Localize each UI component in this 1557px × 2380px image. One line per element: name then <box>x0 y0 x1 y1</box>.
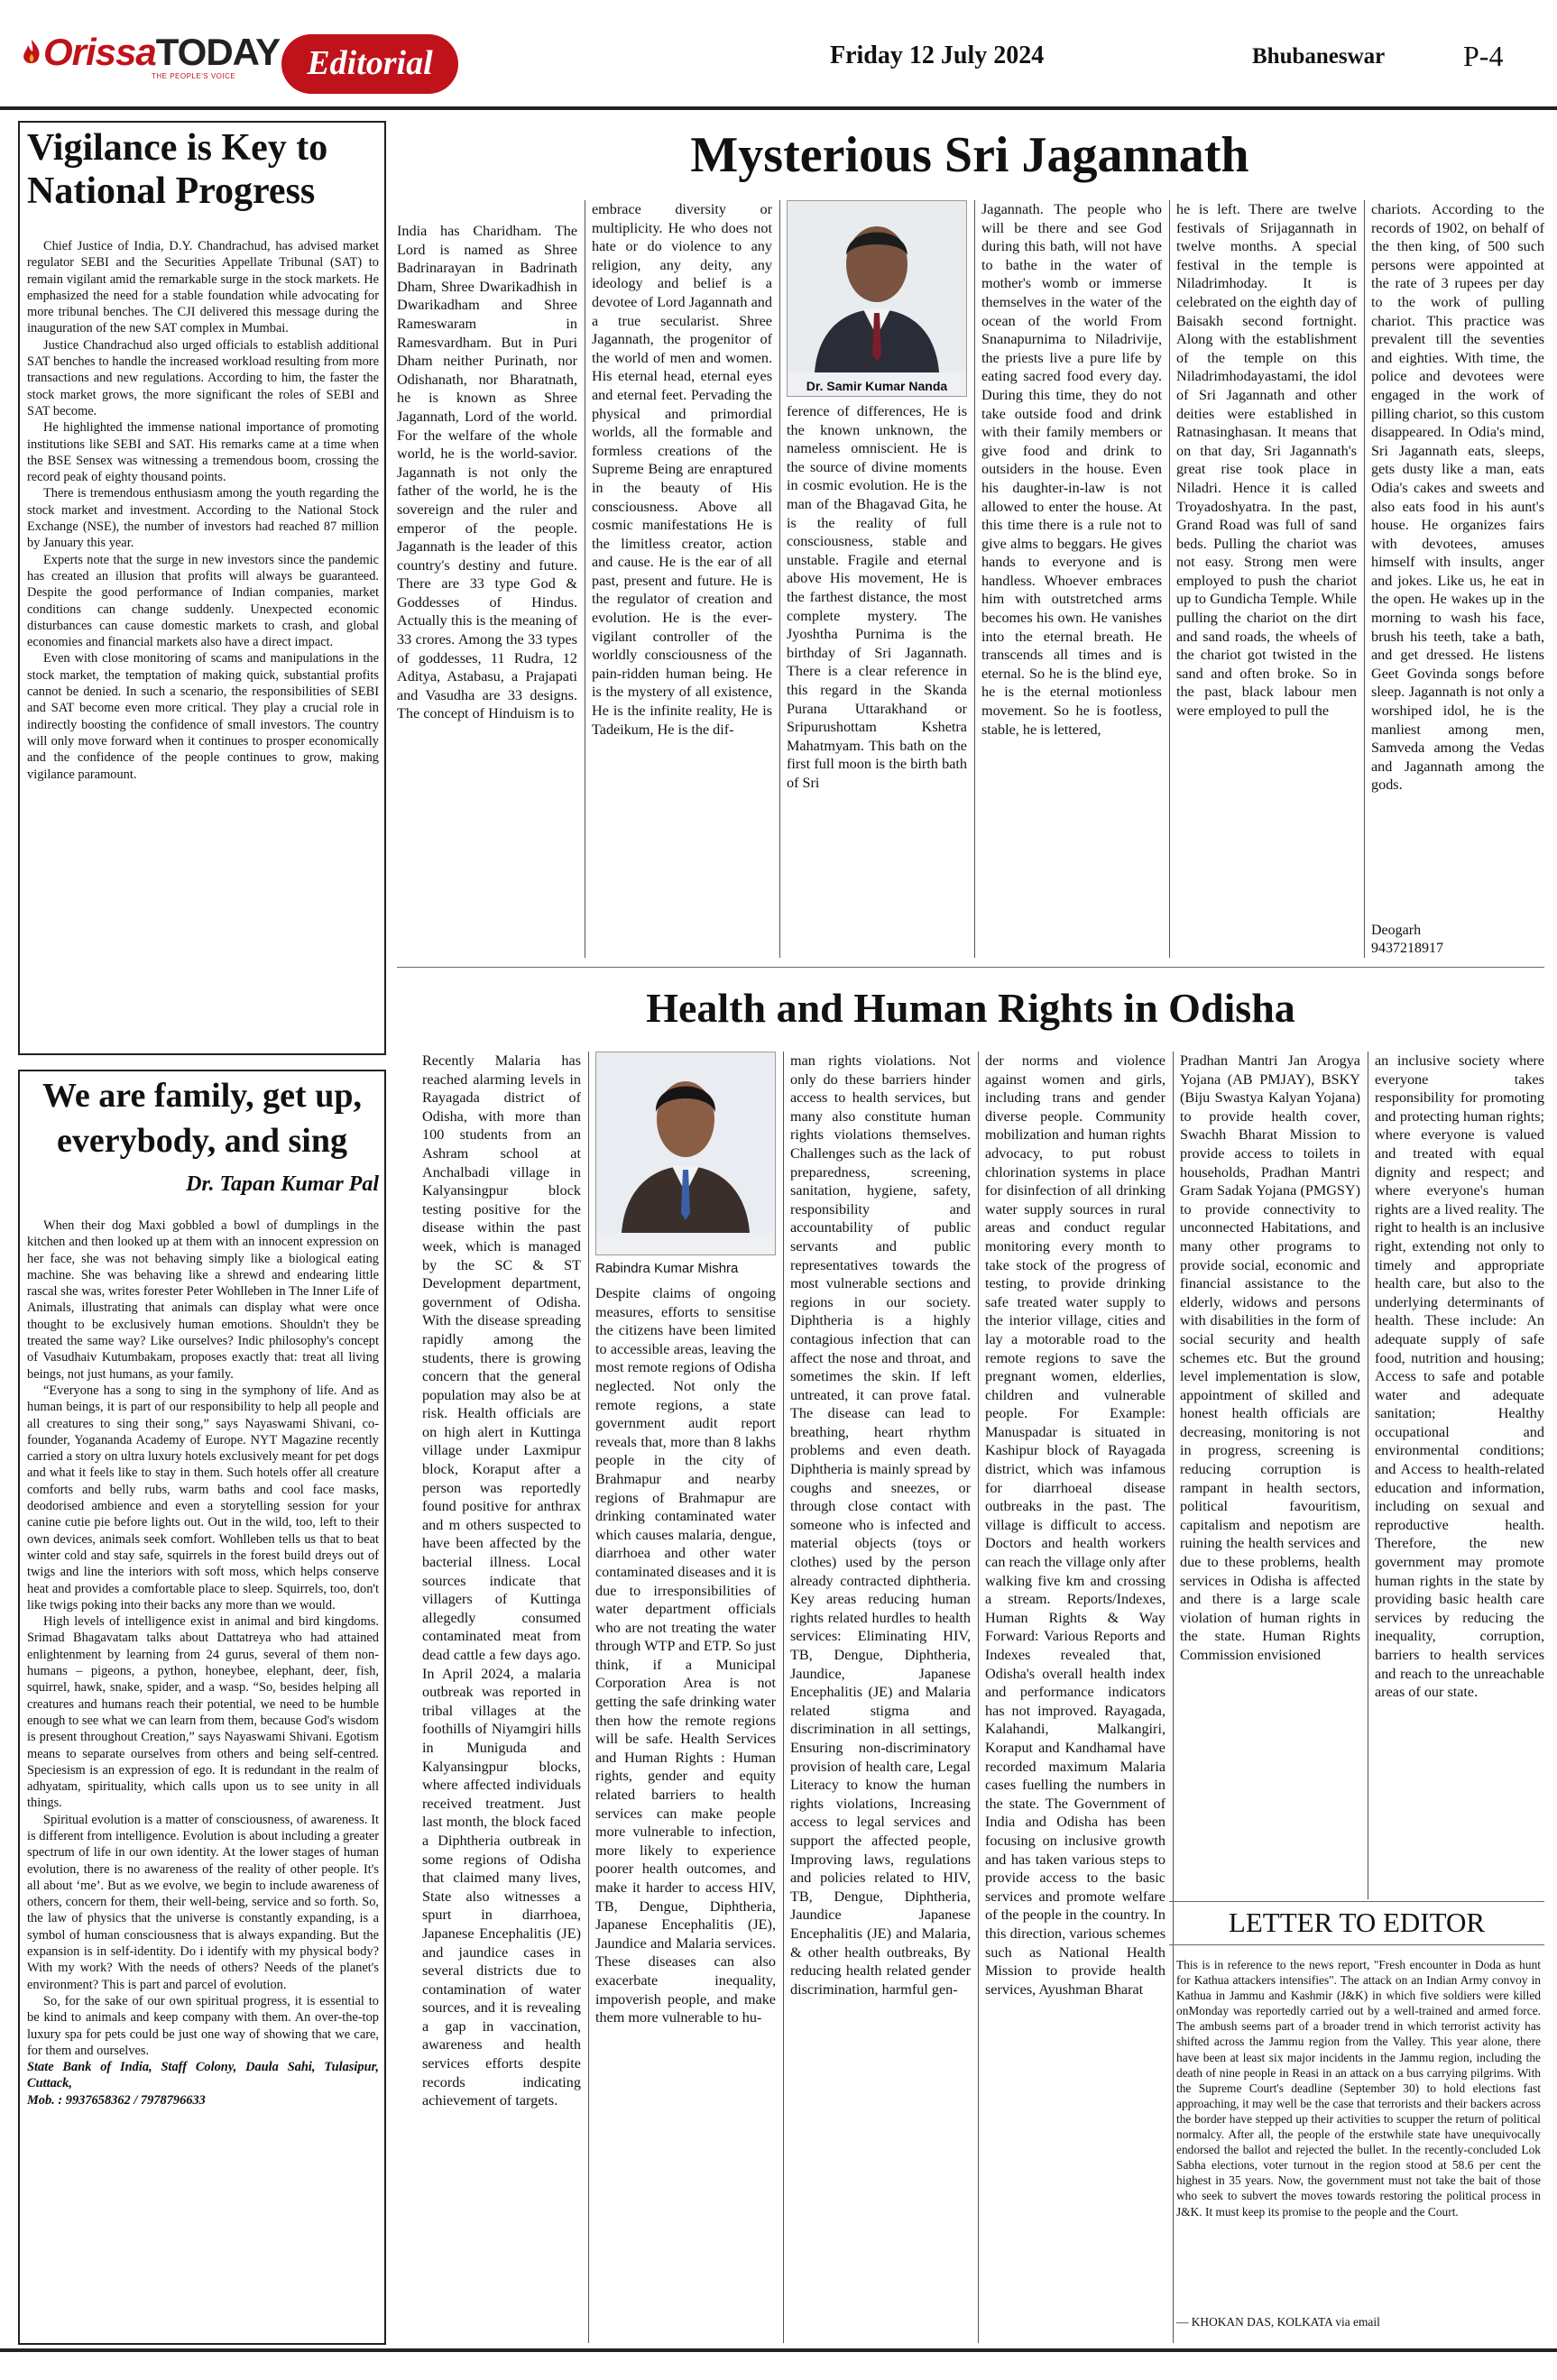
vigilance-body <box>27 238 379 1050</box>
masthead-rule <box>0 106 1557 110</box>
letter-signature: — KHOKAN DAS, KOLKATA via email <box>1176 2315 1380 2329</box>
portrait-photo <box>596 1052 775 1233</box>
author-caption-nanda: Dr. Samir Kumar Nanda <box>806 379 948 393</box>
jagannath-sign-place: Deogarh <box>1371 923 1422 938</box>
vigilance-para: There is tremendous enthusiasm among the youth regarding the stock market and investment. According to the National Stock Exchange (NSE), the number of investors had reached 87 million by January this year. <box>27 486 379 551</box>
column-rule <box>974 200 975 958</box>
vigilance-para: Chief Justice of India, D.Y. Chandrachud, has advised market regulator SEBI and the Securities Appellate Tribunal (SAT) to remain vigilant amid the remarkable surge in the stock markets. He emphasized the need for a stable foundation while advocating for more tribunal benches. The CJI delivered this message during the inauguration of the new SAT complex in Mumbai. <box>27 239 379 336</box>
jagannath-col-4: Jagannath. The people who will be there and see God during this bath, will not have to bathe in the water of mother's womb or immerse themselves in the water of the ocean of the world From Snanapurnima to Niladrivije, the priests live a pure life by eating sacred food every day. During this time, they do not take outside food and drink with their family members or give food and drink to outsiders in the house. Even his daughter-in-law is not allowed to enter the house. At this time there is a rule not to give alms to beggars. He gives hands to everyone and is handless. Whoever embraces him with outstretched arms becomes his own. He vanishes into the eternal breath. He transcends all times and is eternal. So he is the blind eye, he is the eternal motionless movement. So he is footless, stable, he is lettered, <box>981 201 1162 738</box>
letter-heading-rule <box>1169 1944 1544 1945</box>
jagannath-title: Mysterious Sri Jagannath <box>690 127 1249 183</box>
health-col-1: Recently Malaria has reached alarming levels in Rayagada district of Odisha, with more than 100 students from an Ashram school at Anchalbadi village in Kalyansingpur block testing positive for the disease within the past week, which is managed by the SC & ST Development department, government of Odisha. With the disease spreading rapidly among the students, there is growing concern that the general population may also be at risk. Health officials are on high alert in Kuttinga village under Laxmipur block, Koraput after a person was reportedly found positive for anthrax and m others suspected to have been affected by the bacterial illness. Local sources indicate that villagers of Kuttinga allegedly consumed contaminated meat from dead cattle a few days ago. In April 2024, a malaria outbreak was reported in tribal villages at the foothills of Niyamgiri hills in Muniguda and Kalyansingpur blocks, where affected individuals received treatment. Just last month, the block faced a Diphtheria outbreak in some regions of Odisha that claimed many lives, State also witnesses a spurt in diarrhoea, Japanese Encephalitis (JE) and jaundice cases in several districts due to contamination of water sources, and it is revealing a gap in vaccination, awareness and health services efforts despite records indicating achievement of targets. <box>422 1052 581 2109</box>
family-para: When their dog Maxi gobbled a bowl of dumplings in the kitchen and then looked up at them with an innocent expression on her face, she was not behaving simply like a biological eating machine. She was behaving like a shrewd and endearing little rascal she was, writes forester Peter Wohlleben in The Inner Life of Animals, illustrating that animals can display what were once thought to be exclusively human emotions. Shouldn't they be treated the same way? Like ourselves? Indic philosophy's concept of Vasudhaiv Kutumbakam, proposes exactly that: treat all living beings, not just humans, as your family. <box>27 1218 379 1382</box>
author-photo-nanda <box>787 200 967 397</box>
author-photo-mishra <box>595 1052 776 1255</box>
vigilance-para: Justice Chandrachud also urged officials to establish additional SAT benches to handle the increased workload resulting from more transactions and new regulations. According to him, the faster the stock market grows, the more significant the roles of SEBI and SAT become. <box>27 337 379 418</box>
column-rule <box>978 1052 979 2343</box>
logo-word-today: TODAY <box>155 31 281 73</box>
jagannath-col-2: embrace diversity or multiplicity. He who does not hate or do violence to any religion, any deity, any ideology and belief is a devotee of Lord Jagannath and a true secularist. Shree Jagannath, the progenitor of the world of men and women. His eternal head, eternal eyes and eternal feet. Pervading the physical and primordial worlds, all the formable and formless creations of the Supreme Being are enraptured in the beauty of His consciousness. Above all cosmic manifestations He is the limitless creator, action and cause. He is the ear of all past, present and future. He is the regulator of creation and evolution. He is the ever-vigilant controller of the worldly consciousness of the pain-ridden human being. He is the mystery of all existence, He is the infinite reality, He is Tadeikum, He is the dif- <box>592 201 772 738</box>
letter-divider <box>1169 1901 1544 1902</box>
logo-word-orissa: Orissa <box>43 31 156 73</box>
column-rule <box>783 1052 784 2343</box>
edition-date: Friday 12 July 2024 <box>830 41 1045 69</box>
family-mobile: Mob. : 9937658362 / 7978796633 <box>27 2092 206 2108</box>
family-para: Spiritual evolution is a matter of consciousness, of awareness. It is different from intelligence. Evolution is about including a greater spectrum of life in our own identity. At the lower stages of human evolution, there is no awareness of the reality of other people. It's all about ‘me’. But as we evolve, we begin to include awareness of others, concern for them, their well-being, service and so forth. So, the law of physics that the universe is constantly expanding, is a symbol of human consciousness that is always expanding. But the expansion is in self-identity. Do i identify with my physical body? With my work? With the needs of others? Needs of the planet's environment? This is part and parcel of evolution. <box>27 1812 379 1992</box>
section-badge: Editorial <box>281 34 458 94</box>
masthead-logo <box>20 31 280 74</box>
column-rule <box>1169 200 1170 958</box>
jagannath-col-1: India has Charidham. The Lord is named as Shree Badrinarayan in Badrinath Dham, Shree Dwarikadhish in Dwarikadham and Shree Rameswaram in Ramesvardham. But in Puri Dham neither Purinath, nor Odishanath, nor Bharatnath, he is known as Shree Jagannath, Lord of the world. For the welfare of the whole world, he is the world-savior. Jagannath is not only the father of the world, he is the sovereign and the ruler and emperor of the people. Jagannath is the leader of this country's destiny and future. There are 33 type God & Goddesses of Hindus. Actually this is the meaning of 33 crores. Among the 33 types of goddesses, 11 Rudra, 12 Aditya, Astabasu, a Prajapati and Vasudha are 33 designs. The concept of Hinduism is to <box>397 223 577 722</box>
column-rule <box>588 1052 589 2343</box>
family-title: We are family, get up, everybody, and sing <box>42 1077 362 1160</box>
vigilance-title: Vigilance is Key to National Progress <box>27 127 328 212</box>
family-address: State Bank of India, Staff Colony, Daula Sahi, Tulasipur, Cuttack, <box>27 2060 379 2091</box>
vigilance-para: He highlighted the immense national importance of promoting institutions like SEBI and SAT. His remarks came at a time when the BSE Sensex was witnessing a tremendous boom, crossing the record peak of eighty thousand points. <box>27 420 379 485</box>
footer-rule <box>0 2348 1557 2352</box>
page-number: P-4 <box>1463 40 1504 72</box>
health-col-4: der norms and violence against women and girls, including trans and gender diverse people. Community mobilization and human rights advocacy, to put robust chlorination systems in place for disinfection of all drinking water supply sources in rural areas and conduct regular monitoring every month to take stock of the progress of testing, to provide drinking safe treated water supply to the interior village, cities and lay a motorable road to the remote regions to save the pregnant women, elderlies, children and vulnerable people. For Example: Manuspadar is situated in Kashipur block of Rayagada district, which was infamous for diarrhoeal disease outbreaks in the past. The village is difficult to access. Doctors and health workers can reach the village only after walking five km and crossing a stream. Reports/Indexes, Human Rights & Way Forward: Various Reports and Indexes revealed that, Odisha's overall health index and performance indicators has not improved. Rayagada, Kalahandi, Malkangiri, Koraput and Kandhamal have recorded maximum Malaria cases fuelling the numbers in the state. The Government of India and Odisha has been focusing on inclusive growth and has taken various steps to provide access to the basic services and promote welfare of the people in the country. In this direction, various schemes such as National Health Mission to provide health services, Ayushman Bharat <box>985 1052 1165 1998</box>
flame-logo-icon <box>20 38 43 69</box>
health-col-3: man rights violations. Not only do these barriers hinder access to health services, but many also constitute human rights violations themselves. Challenges such as the lack of preparedness, screening, sanitation, hygiene, safety, responsibility and accountability of public servants and public representatives towards the most vulnerable sections and regions in our society. Diphtheria is a highly contagious infection that can affect the nose and throat, and sometimes the skin. If left untreated, it can prove fatal. The disease can lead to breathing, heart rhythm problems and even death. Diphtheria is mainly spread by coughs and sneezes, or through close contact with someone who is infected and material objects (toys or clothes) used by the person already contracted diphtheria. Key areas reducing human rights related hurdles to health services: Eliminating HIV, TB, Dengue, Diphtheria, Jaundice, Japanese Encephalitis (JE) and Malaria related stigma and discrimination in all settings, Ensuring non-discriminatory provision of health care, Legal Literacy to know the human rights violations, Increasing access to legal services and support the affected people, Improving laws, regulations and policies related to HIV, TB, Dengue, Diphtheria, Jaundice Japanese Encephalitis (JE) and Malaria, & other health outbreaks, By reducing health related gender discrimination, harmful gen- <box>790 1052 971 1998</box>
health-col-6: an inclusive society where everyone takes responsibility for promoting and protecting human rights; where everyone is valued and treated with equal dignity and respect; and where everyone's human rights are a lived reality. The right to health is an inclusive right, extending not only to timely and appropriate health care, but also to the underlying determinants of health. These include: An adequate supply of safe food, nutrition and housing; Access to safe and potable water and adequate sanitation; Healthy occupational and environmental conditions; and Access to health-related education and information, including on sexual and reproductive health. Therefore, the new government may promote human rights in the state by providing basic health care services by reducing the inequality, corruption, barriers to health services and reach to the unreachable areas of our state. <box>1375 1052 1544 1701</box>
column-rule <box>779 200 780 958</box>
family-author: Dr. Tapan Kumar Pal <box>186 1172 379 1196</box>
health-title: Health and Human Rights in Odisha <box>646 985 1295 1031</box>
portrait-photo <box>788 201 966 372</box>
letter-heading: LETTER TO EDITOR <box>1228 1907 1486 1938</box>
health-col-5: Pradhan Mantri Jan Arogya Yojana (AB PMJAY), BSKY (Biju Swastya Kalyan Yojana) to provide health cover, Swachh Bharat Mission to provide access to toilets in households, Pradhan Mantri Gram Sadak Yojana (PMGSY) to provide connectivity to unconnected Habitations, and many other programs to provide social, economic and financial assistance to the elderly, widows and persons with disabilities in the form of social security and health schemes etc. But the ground level implementation is slow, appointment of skilled and honest health officials are decreasing, monitoring is not in progress, screening is reducing corruption is rampant in health sectors, political favouritism, capitalism and nepotism are ruining the health services and due to these problems, health services in Odisha is affected and there is a large scale violation of human rights in the state. Human Rights Commission envisioned <box>1180 1052 1360 1663</box>
column-rule <box>1173 1052 1174 2343</box>
family-body <box>27 1218 379 2341</box>
jagannath-col-6: chariots. According to the records of 1902, on behalf of the then king, of 500 such persons were appointed at the rate of 3 rupees per day to the work of pulling chariot. This practice was prevalent till the seventies and eighties. With time, the police and devotees were engaged in the work of pilling chariot, so this custom disappeared. In Odia's mind, Sri Jagannath eats, sleeps, gets dusty like a man, eats Odia's cakes and sweets and also eats food in his aunt's house. He organizes fairs with devotees, amuses himself with insults, anger and jokes. Like us, he eat in the open. He wakes up in the morning to wash his face, brush his teeth, take a bath, and get dressed. He listens Geet Govinda songs before sleep. Jagannath is not only a worshiped idol, he is the manliest among men, Samveda among the Vedas and Jagannath among the gods. <box>1371 201 1544 794</box>
author-caption-mishra: Rabindra Kumar Mishra <box>595 1261 739 1276</box>
vigilance-para: Experts note that the surge in new investors since the pandemic has created an illusion that profits will always be guaranteed. Despite the good performance of Indian companies, market conditions can change suddenly. Unexpected economic disturbances can cause domestic markets to crash, and global economies and financial markets also have a direct impact. <box>27 552 379 650</box>
edition-city: Bhubaneswar <box>1252 44 1386 69</box>
letter-body: This is in reference to the news report, "Fresh encounter in Doda as hunt for Kathua attackers intensifies". The attack on an Indian Army convoy in Kathua in Jammu and Kashmir (J&K) in which five soldiers were killed onMonday was reportedly carried out by a well-trained and armed force. The ambush seems part of a broader trend in which terrorist activity has shifted across the Jammu region from the Valley. This year alone, there have been at least six major incidents in the Jammu region, including the death of nine people in Reasi in an attack on a bus carrying pilgrims. With the Supreme Court's deadline (September 30) to hold elections fast approaching, it may well be the case that terrorists and their backers across the border have stepped up their activities to scupper the return of political normalcy. After all, the people of the erstwhile state have unequivocally endorsed the ballot and rejected the bullet. In the recently-concluded Lok Sabha elections, voter turnout in the region stood at 58.6 per cent the highest in 35 years. Now, the government must not take the bait of those who seek to subvert the moves towards restoring the political process in J&K. It must keep its promise to the people and the Court. <box>1176 1958 1541 2219</box>
family-para: High levels of intelligence exist in animal and bird kingdoms. Srimad Bhagavatam talks about Dattatreya who had attained enlightenment by learning from 24 gurus, several of them non-humans – pigeons, a python, honeybee, elephant, deer, fish, squirrel, hawk, snake, spider, and a wasp. “So, besides helping all creatures and humans reach their potential, we need to be humble enough to see what we can learn from them, because God's wisdom is present throughout Creation,” says Nayaswami Shivani. Egotism means to separate ourselves from others and being self-centred. Speciesism is an expression of ego. It is redundant in the realm of adhyatam, spirituality, which calls upon us to see unity in all things. <box>27 1614 379 1811</box>
jagannath-sign-phone: 9437218917 <box>1371 941 1443 956</box>
column-rule <box>1364 200 1365 958</box>
family-para: So, for the sake of our own spiritual progress, it is essential to be kind to animals and keep company with them. An over-the-top luxury spa for pets could be just one way of showing that we care, for them and ourselves. <box>27 1993 379 2058</box>
section-divider <box>397 967 1544 968</box>
jagannath-col-3: ference of differences, He is the known unknown, the nameless omniscient. He is the source of divine moments in cosmic evolution. He is the man of the Bhagavad Gita, he is the reality of full consciousness, stable and unstable. Fragile and eternal above His movement, He is the farthest distance, the most complete mystery. The Jyoshtha Purnima is the birthday of Sri Jagannath. There is a clear reference in this regard in the Skanda Purana Uttarakhand or Sripurushottam Kshetra Mahatmyam. This bath on the first full moon is the birth bath of Sri <box>787 403 967 791</box>
jagannath-col-5: he is left. There are twelve festivals of Srijagannath in twelve months. A special festival in the temple is Niladrimhoday. It is celebrated on the eighth day of Baisakh second fortnight. Along with the establishment of the temple on this Niladrimhodayastami, the idol of Sri Jagannath and other deities were established in Ratnasinghasan. It means that on that day, Sri Jagannath's great rise took place in Niladri. Hence it is called Troyadoshyatra. In the past, Grand Road was full of sand beds. Pulling the chariot was not easy. Strong men were employed to push the chariot up to Gundicha Temple. While pulling the chariot on the dirt and sand roads, the wheels of the chariot got twisted in the sand and often broke. So in the past, black labour men were employed to pull the <box>1176 201 1357 720</box>
vigilance-para: Even with close monitoring of scams and manipulations in the stock market, the temptation of making quick, substantial profits cannot be denied. In such a scenario, the responsibilities of SEBI and SAT become even more critical. They play a crucial role in indirectly boosting the confidence of small investors. The country will only move forward when it continues to prosper economically and the confidence of the people continues to grow, making vigilance paramount. <box>27 651 379 782</box>
health-col-2: Despite claims of ongoing measures, efforts to sensitise the citizens have been limited to accessible areas, leaving the most remote regions of Odisha neglected. Not only the remote regions, a state government audit report reveals that, more than 8 lakhs people in the city of Brahmapur and nearby regions of Brahmapur are drinking contaminated water which causes malaria, dengue, diarrhoea and other water contaminated diseases and it is due to irresponsibilities of water department officials who are not treating the water through WTP and ETP. So just think, if a Municipal Corporation Area is not getting the safe drinking water then how the remote regions will be safe. Health Services and Human Rights : Human rights, gender and equity related barriers to health services can make people more vulnerable to infection, more likely to experience poorer health outcomes, and make it harder to access HIV, TB, Dengue, Diphtheria, Japanese Encephalitis (JE), Jaundice and Malaria services. These diseases can also exacerbate inequality, impoverish people, and make them more vulnerable to hu- <box>595 1285 776 2026</box>
family-para: “Everyone has a song to sing in the symphony of life. And as human beings, it is part of our responsibility to help all people and all creatures to sing their song,” says Nayaswami Shivani, co-founder, Yogananda Academy of Europe. NYT Magazine recently carried a story on ultra luxury hotels exclusively meant for pet dogs and what it feels like to stay in them. Such hotels offer all creature comforts and belly rubs, warm baths and cool face masks, deodorised ambience and even a storytelling session for your canine cutie pie before lights out. Out in the wild, too, left to their own devices, animals seek comfort. Wohlleben tells us that to beat winter cold and stay safe, squirrels in the forest build dreys out of twigs and line the interiors with soft moss, which helps conserve heat and provides a comfortable place to sleep. Squirrels, too, don't like twigs poking into their backs any more than we would. <box>27 1383 379 1613</box>
logo-tagline: THE PEOPLE'S VOICE <box>152 72 236 80</box>
